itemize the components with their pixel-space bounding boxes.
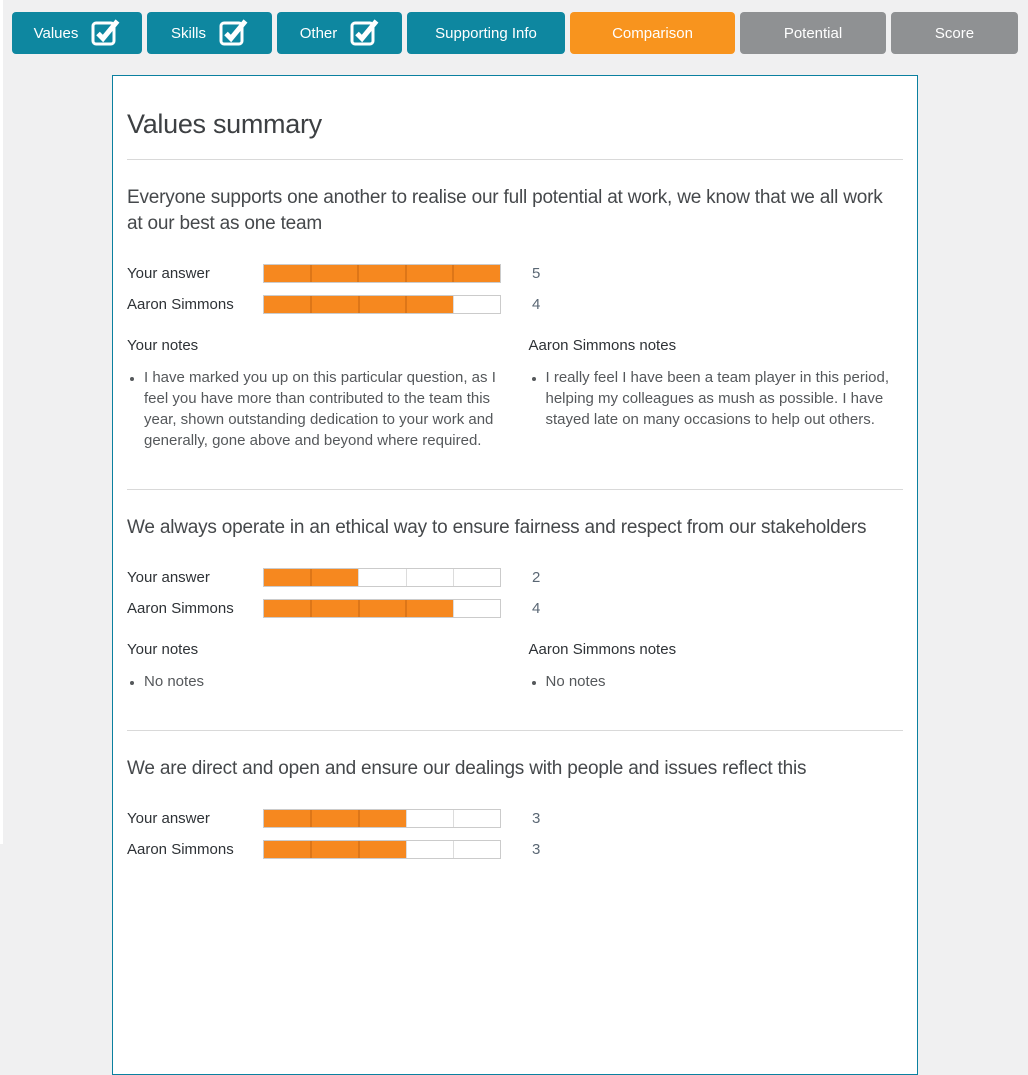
bar-segment-filled [452, 265, 500, 282]
bar-segment-filled [358, 600, 406, 617]
tab-score[interactable] [891, 12, 1018, 54]
your-answer-value: 5 [532, 265, 541, 283]
tab-skills[interactable] [147, 12, 272, 54]
question-section [127, 731, 903, 909]
your-notes-heading: Your notes [127, 641, 199, 659]
checkbox-checked-icon [350, 18, 379, 46]
values-summary-panel [112, 75, 918, 1075]
your-notes-heading: Your notes [127, 337, 199, 355]
bar-segment-filled [358, 810, 406, 827]
tab-comparison[interactable] [570, 12, 735, 54]
question-text: Everyone supports one another to realise our full potential at work, we know that we all work at our best as one team [127, 187, 883, 235]
your-answer-value: 2 [532, 569, 541, 587]
notes-grid [127, 641, 903, 692]
tab-potential[interactable] [740, 12, 886, 54]
checkbox-checked-icon [219, 18, 248, 46]
your-answer-bar [263, 809, 501, 828]
tab-supporting-info-label: Supporting Info [435, 24, 537, 42]
question-text: We always operate in an ethical way to ensure fairness and respect from our stakeholders [127, 517, 867, 539]
your-answer-row [127, 264, 903, 283]
your-answer-label: Your answer [127, 569, 210, 587]
your-answer-row [127, 809, 903, 828]
note-item: • I really feel I have been a team player in this period, helping my colleagues as mush as possible. I have stayed late on many occasions to help out others. [546, 367, 904, 430]
your-notes-column [127, 337, 502, 451]
reviewer-answer-value: 4 [532, 600, 541, 618]
your-answer-bar [263, 264, 501, 283]
reviewer-answer-row [127, 599, 903, 618]
reviewer-answer-label: Aaron Simmons [127, 600, 234, 618]
question-section [127, 160, 903, 490]
reviewer-answer-label: Aaron Simmons [127, 296, 234, 314]
reviewer-notes-column [529, 641, 904, 692]
tab-bar [0, 0, 1028, 54]
note-item: • I have marked you up on this particular question, as I feel you have more than contributed to the team this year, shown outstanding dedication to your work and generally, gone above and beyond where required. [144, 367, 502, 451]
tab-skills-label: Skills [170, 24, 206, 42]
bar-segment-empty [453, 810, 500, 827]
bar-segment-empty [453, 569, 500, 586]
reviewer-answer-bar [263, 840, 501, 859]
reviewer-notes-list [529, 671, 904, 692]
bar-segment-filled [264, 810, 310, 827]
your-answer-label: Your answer [127, 810, 210, 828]
question-section [127, 490, 903, 731]
page-title: Values summary [127, 109, 322, 139]
bar-segment-filled [405, 265, 453, 282]
bar-segment-filled [357, 265, 405, 282]
bar-segment-filled [264, 265, 310, 282]
bar-segment-filled [310, 569, 358, 586]
your-answer-row [127, 568, 903, 587]
your-answer-value: 3 [532, 810, 541, 828]
tab-values-label: Values [33, 24, 79, 42]
notes-grid [127, 337, 903, 451]
bar-segment-filled [264, 569, 310, 586]
question-text: We are direct and open and ensure our dealings with people and issues reflect this [127, 758, 807, 780]
tab-values[interactable] [12, 12, 142, 54]
bar-segment-empty [453, 600, 500, 617]
note-item: • No notes [546, 671, 904, 692]
reviewer-answer-row [127, 840, 903, 859]
reviewer-answer-bar [263, 295, 501, 314]
reviewer-notes-heading: Aaron Simmons notes [528, 337, 677, 355]
bar-segment-empty [406, 569, 453, 586]
bar-segment-filled [405, 600, 453, 617]
tab-potential-label: Potential [783, 24, 843, 42]
reviewer-answer-value: 3 [532, 841, 541, 859]
bar-segment-empty [453, 296, 500, 313]
reviewer-answer-label: Aaron Simmons [127, 841, 234, 859]
reviewer-answer-row [127, 295, 903, 314]
note-item: • No notes [144, 671, 502, 692]
bar-segment-empty [358, 569, 405, 586]
your-notes-list [127, 367, 502, 451]
bar-segment-filled [310, 810, 358, 827]
reviewer-notes-list [529, 367, 904, 430]
bar-segment-filled [264, 600, 310, 617]
reviewer-answer-bar [263, 599, 501, 618]
tab-other-label: Other [299, 24, 338, 42]
reviewer-notes-column [529, 337, 904, 451]
tab-score-label: Score [934, 24, 975, 42]
checkbox-checked-icon [91, 18, 120, 46]
reviewer-notes-heading: Aaron Simmons notes [528, 641, 677, 659]
your-notes-list [127, 671, 502, 692]
bar-segment-empty [406, 810, 453, 827]
your-answer-bar [263, 568, 501, 587]
bar-segment-filled [310, 265, 358, 282]
panel-header [127, 76, 903, 160]
your-notes-column [127, 641, 502, 692]
bar-segment-filled [264, 296, 310, 313]
tab-supporting-info[interactable] [407, 12, 565, 54]
bar-segment-filled [310, 600, 358, 617]
bar-segment-filled [358, 296, 406, 313]
reviewer-answer-value: 4 [532, 296, 541, 314]
tab-other[interactable] [277, 12, 402, 54]
tab-comparison-label: Comparison [612, 24, 693, 42]
page-left-edge [0, 0, 3, 844]
bar-segment-filled [310, 296, 358, 313]
your-answer-label: Your answer [127, 265, 210, 283]
bar-segment-filled [405, 296, 453, 313]
